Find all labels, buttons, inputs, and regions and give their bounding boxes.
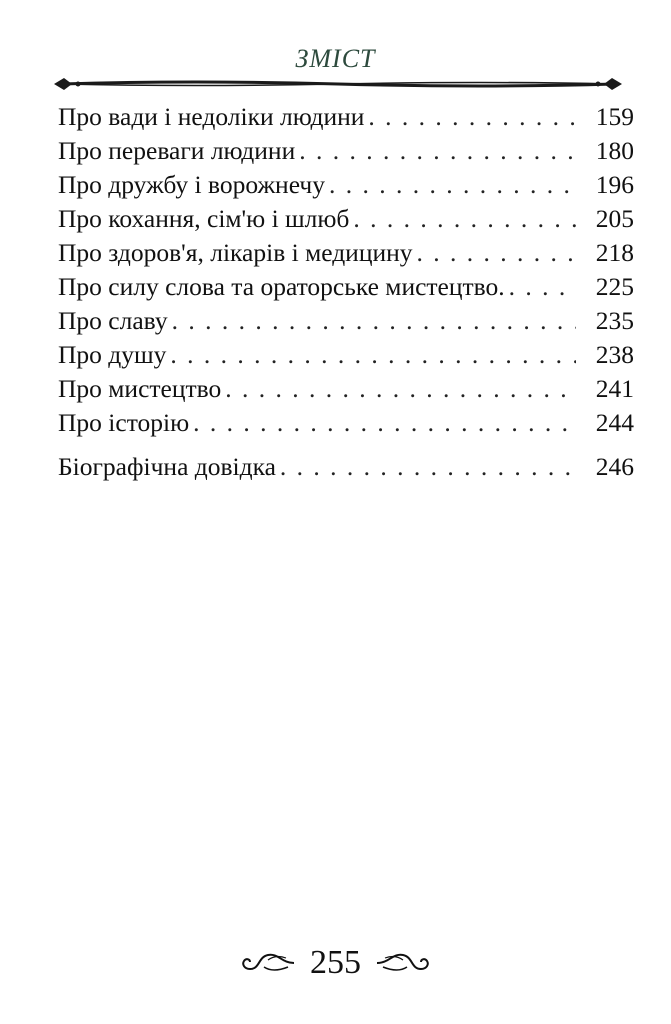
toc-appendix-entry [58,450,634,484]
toc-leader-dots [368,100,576,134]
toc-entry [58,270,634,304]
toc-entry-page: 205 [595,204,634,233]
toc-leader-dots [329,168,576,202]
toc-leader-dots [353,202,576,236]
toc-entry-page: 196 [595,170,634,199]
table-of-contents [58,100,634,484]
toc-entry [58,168,634,202]
toc-entry [58,134,634,168]
toc-entry [58,372,634,406]
toc-entry-page: 241 [595,374,634,403]
toc-entry-label: Про переваги людини [58,136,296,165]
toc-entry-page: 235 [595,306,634,335]
toc-leader-dots [170,338,576,372]
toc-entry [58,338,634,372]
toc-leader-dots [280,450,576,484]
toc-entry [58,406,634,440]
toc-entry-label: Про кохання, сім'ю і шлюб [58,204,350,233]
toc-entry-label: Біографічна довідка [58,452,276,481]
toc-entry-page: 180 [595,136,634,165]
toc-leader-dots [172,304,576,338]
right-swirl-ornament-icon [375,949,433,977]
page-header-title: ЗМІСТ [295,44,376,73]
toc-leader-dots [509,270,576,304]
toc-entry-label: Про славу [58,306,168,335]
toc-leader-dots [193,406,576,440]
toc-entry [58,236,634,270]
toc-entry-label: Про вади і недоліки людини [58,102,365,131]
toc-entry-label: Про силу слова та ораторське мистецтво. [58,272,505,301]
page-footer [0,940,671,986]
toc-leader-dots [417,236,576,270]
toc-entry-page: 246 [595,452,634,481]
toc-entry [58,100,634,134]
toc-entry-label: Про душу [58,340,167,369]
header-divider-ornament [52,72,624,96]
toc-entry-label: Про історію [58,408,190,437]
toc-entry-page: 159 [595,102,634,131]
toc-entry-page: 225 [595,272,634,301]
toc-entry-page: 244 [595,408,634,437]
toc-entry-label: Про здоров'я, лікарів і медицину [58,238,413,267]
page-number: 255 [310,944,361,981]
toc-leader-dots [225,372,576,406]
toc-entry-label: Про мистецтво [58,374,222,403]
toc-leader-dots [299,134,576,168]
toc-entry-label: Про дружбу і ворожнечу [58,170,325,199]
toc-entry-page: 218 [595,238,634,267]
toc-entry [58,304,634,338]
toc-entry [58,202,634,236]
left-swirl-ornament-icon [238,949,296,977]
toc-entry-page: 238 [595,340,634,369]
